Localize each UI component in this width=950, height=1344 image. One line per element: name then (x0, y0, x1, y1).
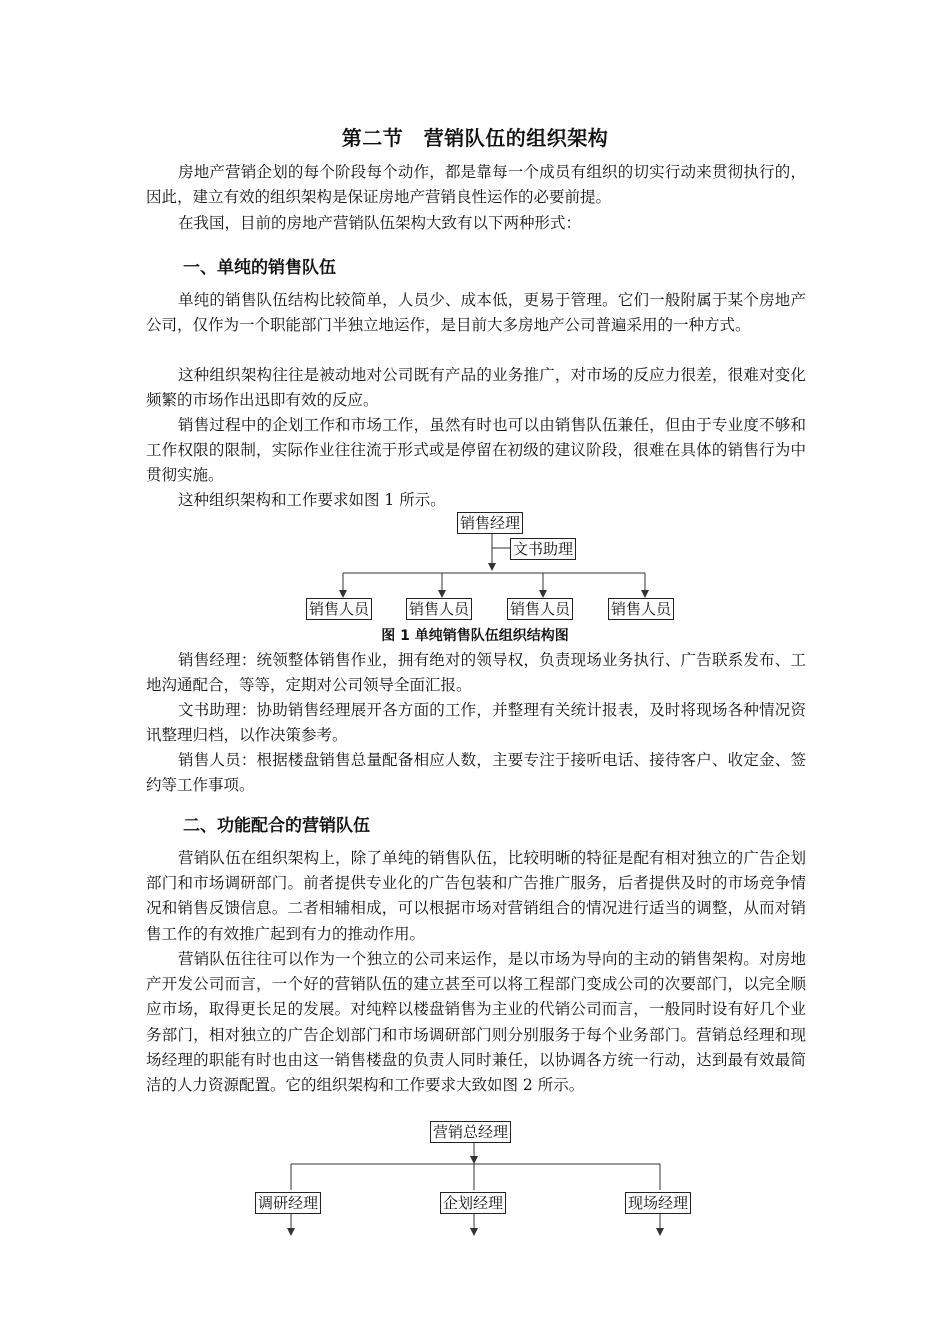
role-clerical-assistant: 文书助理：协助销售经理展开各方面的工作，并整理有关统计报表，及时将现场各种情况资讯整理归档，以作决策参考。 (146, 701, 806, 745)
intro-paragraph-2: 在我国，目前的房地产营销队伍架构大致有以下两种形式： (178, 214, 582, 232)
section2-paragraph-1: 营销队伍在组织架构上，除了单纯的销售队伍，比较明晰的特征是配有相对独立的广告企划部门和市场调研部门。前者提供专业化的广告包装和广告推广服务，后者提供及时的市场竞争情况和销售反馈信息。二者相辅相成，可以根据市场对营销组合的情况进行适当的调整，从而对销售工作的有效推广起到有力的推动作用。 (146, 849, 806, 943)
section1-paragraph-4: 这种组织架构和工作要求如图 1 所示。 (178, 491, 446, 509)
org-node-site-manager: 现场经理 (625, 1192, 691, 1214)
section-heading-2: 二、功能配合的营销队伍 (183, 816, 370, 836)
org-node-planning-manager: 企划经理 (440, 1192, 506, 1214)
section1-paragraph-3: 销售过程中的企划工作和市场工作，虽然有时也可以由销售队伍兼任，但由于专业度不够和工作权限的限制，实际作业往往流于形式或是停留在初级的建议阶段，很难在具体的销售行为中贯彻实施。 (146, 416, 806, 485)
role-salesperson: 销售人员：根据楼盘销售总量配备相应人数，主要专注于接听电话、接待客户、收定金、签约等工作事项。 (146, 751, 806, 795)
page-title: 第二节 营销队伍的组织架构 (341, 126, 609, 150)
org-node-research-manager: 调研经理 (255, 1192, 321, 1214)
figure-1-caption: 图 1 单纯销售队伍组织结构图 (381, 628, 569, 644)
org-node-clerical-assistant: 文书助理 (510, 538, 576, 560)
section1-paragraph-2: 这种组织架构往往是被动地对公司既有产品的业务推广，对市场的反应力很差，很难对变化频繁的市场作出迅即有效的反应。 (146, 366, 806, 410)
section1-paragraph-1: 单纯的销售队伍结构比较简单，人员少、成本低，更易于管理。它们一般附属于某个房地产公司，仅作为一个职能部门半独立地运作，是目前大多房地产公司普遍采用的一种方式。 (146, 291, 806, 335)
org-node-salesperson-4: 销售人员 (608, 598, 674, 620)
org-node-marketing-gm: 营销总经理 (430, 1121, 511, 1143)
intro-paragraph-1: 房地产营销企划的每个阶段每个动作，都是靠每一个成员有组织的切实行动来贯彻执行的，因此，建立有效的组织架构是保证房地产营销良性运作的必要前提。 (146, 163, 806, 207)
role-sales-manager: 销售经理：统领整体销售作业，拥有绝对的领导权，负责现场业务执行、广告联系发布、工地沟通配合，等等，定期对公司领导全面汇报。 (146, 651, 806, 695)
org-node-salesperson-2: 销售人员 (406, 598, 472, 620)
section2-paragraph-2: 营销队伍往往可以作为一个独立的公司来运作，是以市场为导向的主动的销售架构。对房地产开发公司而言，一个好的营销队伍的建立甚至可以将工程部门变成公司的次要部门，以完全顺应市场，取得更长足的发展。对纯粹以楼盘销售为主业的代销公司而言，一般同时设有好几个业务部门，相对独立的广告企划部门和市场调研部门则分别服务于每个业务部门。营销总经理和现场经理的职能有时也由这一销售楼盘的负责人同时兼任，以协调各方统一行动，达到最有效最简洁的人力资源配置。它的组织架构和工作要求大致如图 2 所示。 (146, 950, 806, 1095)
org-node-salesperson-1: 销售人员 (306, 598, 372, 620)
org-node-sales-manager: 销售经理 (457, 512, 523, 534)
org-node-salesperson-3: 销售人员 (507, 598, 573, 620)
section-heading-1: 一、单纯的销售队伍 (183, 258, 336, 278)
